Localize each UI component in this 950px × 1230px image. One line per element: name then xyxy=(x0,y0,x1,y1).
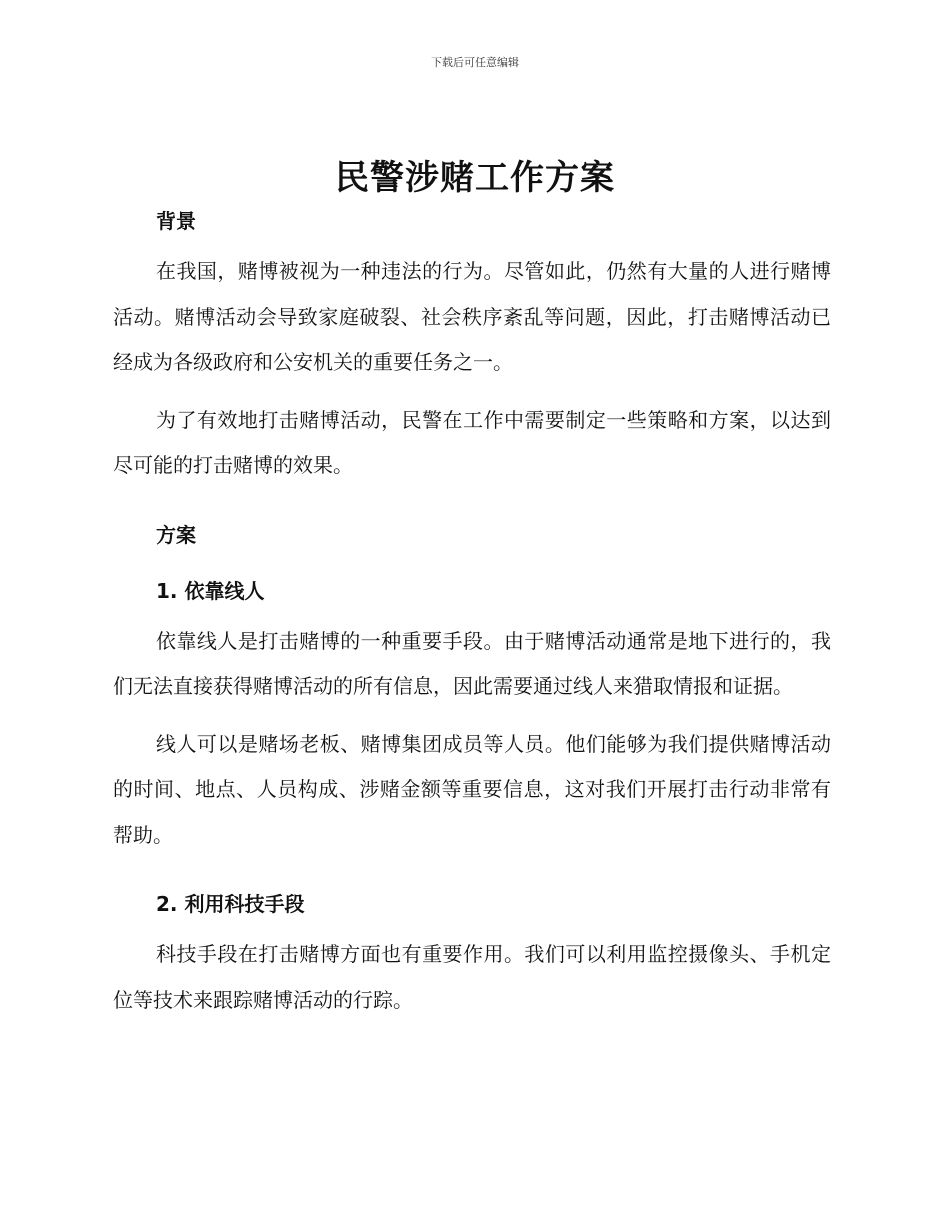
document-title: 民警涉赌工作方案 xyxy=(335,158,615,198)
header-note: 下载后可任意编辑 xyxy=(431,56,519,69)
background-paragraph-1: 在我国，赌博被视为一种违法的行为。尽管如此，仍然有大量的人进行赌博活动。赌博活动会导致家庭破裂、社会秩序紊乱等问题，因此，打击赌博活动已经成为各级政府和公安机关的重要任务之一。 xyxy=(113,259,831,374)
background-paragraph-2: 为了有效地打击赌博活动，民警在工作中需要制定一些策略和方案，以达到尽可能的打击赌博的效果。 xyxy=(113,407,831,477)
plan-item-1-paragraph-2: 线人可以是赌场老板、赌博集团成员等人员。他们能够为我们提供赌博活动的时间、地点、人员构成、涉赌金额等重要信息，这对我们开展打击行动非常有帮助。 xyxy=(113,731,831,847)
section-heading-plan: 方案 xyxy=(156,522,196,547)
document-body xyxy=(113,205,831,1023)
plan-item-2-heading: 2. 利用科技手段 xyxy=(156,892,305,916)
section-heading-background: 背景 xyxy=(156,209,196,233)
plan-item-1-paragraph-1: 依靠线人是打击赌博的一种重要手段。由于赌博活动通常是地下进行的，我们无法直接获得赌博活动的所有信息，因此需要通过线人来猎取情报和证据。 xyxy=(113,628,831,698)
plan-item-2-paragraph-1: 科技手段在打击赌博方面也有重要作用。我们可以利用监控摄像头、手机定位等技术来跟踪赌博活动的行踪。 xyxy=(113,942,831,1012)
plan-item-1-heading: 1. 依靠线人 xyxy=(156,578,265,603)
